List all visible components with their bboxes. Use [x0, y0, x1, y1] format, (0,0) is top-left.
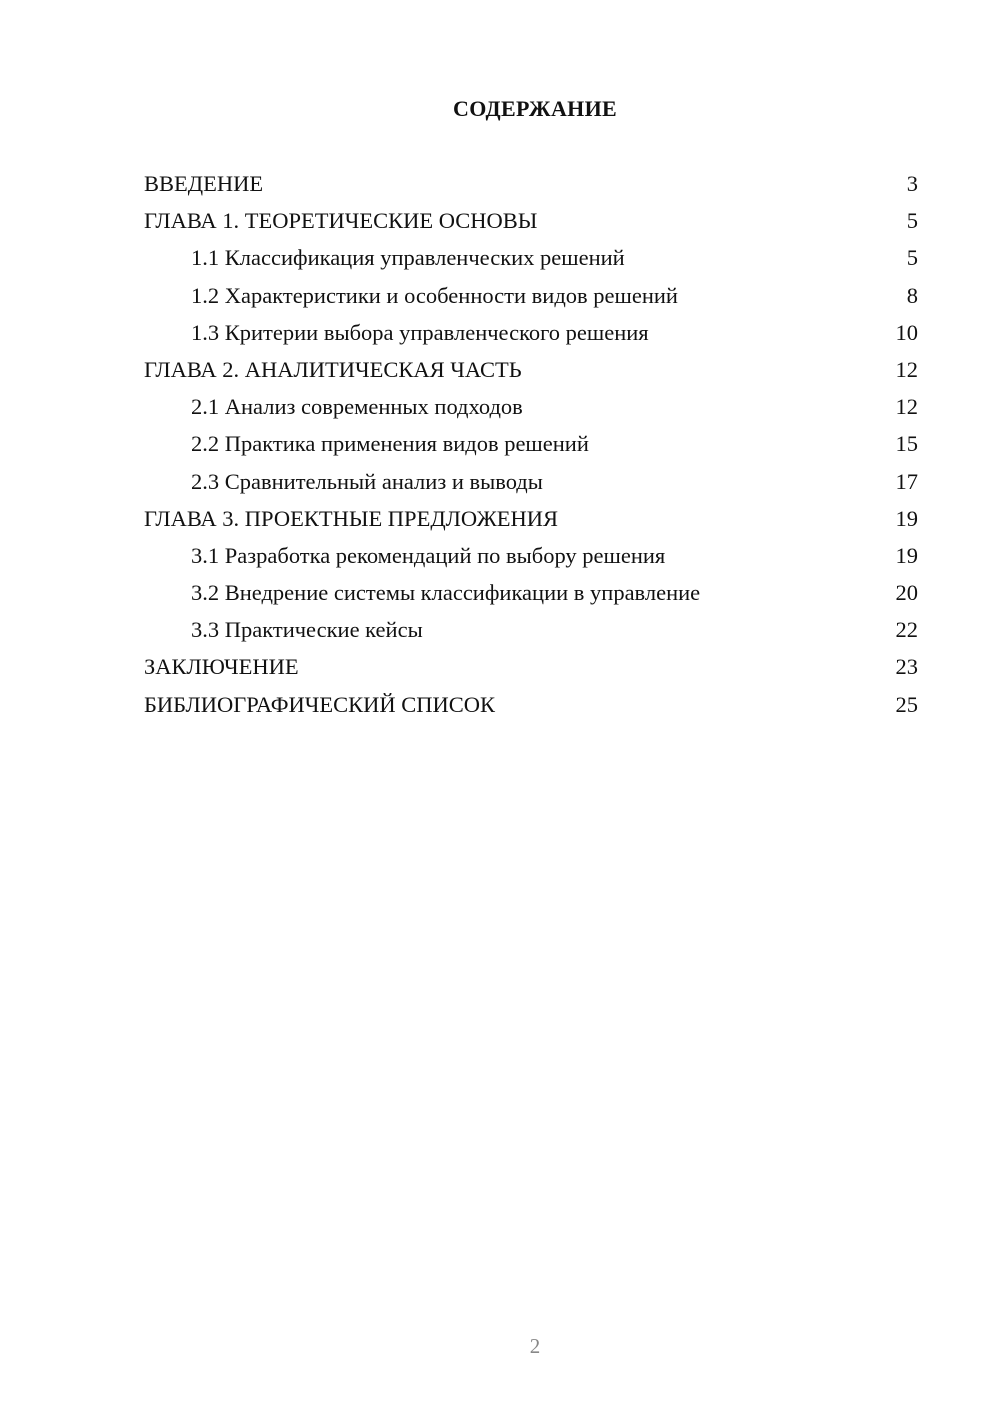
toc-item-chapter-3[interactable]	[144, 503, 918, 540]
toc-item-section-3-2[interactable]	[144, 577, 918, 614]
toc-item-section-1-3[interactable]	[144, 317, 918, 354]
toc-item-page: 15	[895, 431, 918, 457]
toc-item-section-1-1[interactable]	[144, 242, 918, 279]
toc-item-section-3-1[interactable]	[144, 540, 918, 577]
page-title: СОДЕРЖАНИЕ	[453, 96, 617, 121]
toc-item-page: 5	[906, 208, 918, 234]
toc-item-label: 3.1 Разработка рекомендаций по выбору решения	[191, 542, 666, 568]
toc-item-label: 3.2 Внедрение системы классификации в управление	[191, 580, 701, 606]
toc-item-label: 2.2 Практика применения видов решений	[191, 431, 589, 457]
toc-item-label: ЗАКЛЮЧЕНИЕ	[144, 654, 299, 680]
toc-item-page: 3	[906, 171, 918, 196]
toc-item-section-1-2[interactable]	[144, 280, 918, 317]
toc-item-label: 2.1 Анализ современных подходов	[191, 394, 523, 420]
toc-item-page: 5	[906, 245, 918, 271]
toc-item-label: БИБЛИОГРАФИЧЕСКИЙ СПИСОК	[144, 691, 496, 717]
toc-item-chapter-2[interactable]	[144, 354, 918, 391]
toc-item-label: 3.3 Практические кейсы	[191, 617, 423, 643]
toc-item-section-2-2[interactable]	[144, 428, 918, 465]
toc-item-introduction[interactable]	[144, 168, 918, 205]
toc-item-label: ГЛАВА 3. ПРОЕКТНЫЕ ПРЕДЛОЖЕНИЯ	[144, 505, 559, 531]
table-of-contents	[144, 168, 918, 726]
toc-item-section-2-3[interactable]	[144, 466, 918, 503]
toc-item-section-2-1[interactable]	[144, 391, 918, 428]
toc-item-conclusion[interactable]	[144, 651, 918, 688]
toc-item-page: 20	[895, 580, 918, 606]
toc-item-page: 8	[906, 282, 918, 308]
toc-item-label: 1.2 Характеристики и особенности видов решений	[191, 282, 678, 308]
toc-item-page: 19	[895, 505, 918, 531]
toc-item-chapter-1[interactable]	[144, 205, 918, 242]
toc-item-label: 2.3 Сравнительный анализ и выводы	[191, 468, 543, 494]
toc-item-label: ВВЕДЕНИЕ	[144, 171, 264, 196]
toc-item-page: 23	[895, 654, 918, 680]
toc-item-label: 1.3 Критерии выбора управленческого решения	[191, 319, 649, 345]
toc-item-label: 1.1 Классификация управленческих решений	[191, 245, 625, 271]
toc-item-bibliography[interactable]	[144, 689, 918, 726]
toc-item-page: 22	[895, 617, 918, 643]
toc-item-page: 19	[895, 542, 918, 568]
toc-item-page: 12	[895, 356, 918, 382]
page-number: 2	[529, 1334, 541, 1358]
toc-item-page: 25	[895, 691, 918, 717]
toc-item-label: ГЛАВА 1. ТЕОРЕТИЧЕСКИЕ ОСНОВЫ	[144, 208, 538, 234]
toc-item-page: 17	[895, 468, 918, 494]
toc-item-page: 12	[895, 394, 918, 420]
toc-item-section-3-3[interactable]	[144, 614, 918, 651]
toc-item-label: ГЛАВА 2. АНАЛИТИЧЕСКАЯ ЧАСТЬ	[144, 356, 522, 382]
toc-item-page: 10	[895, 319, 918, 345]
